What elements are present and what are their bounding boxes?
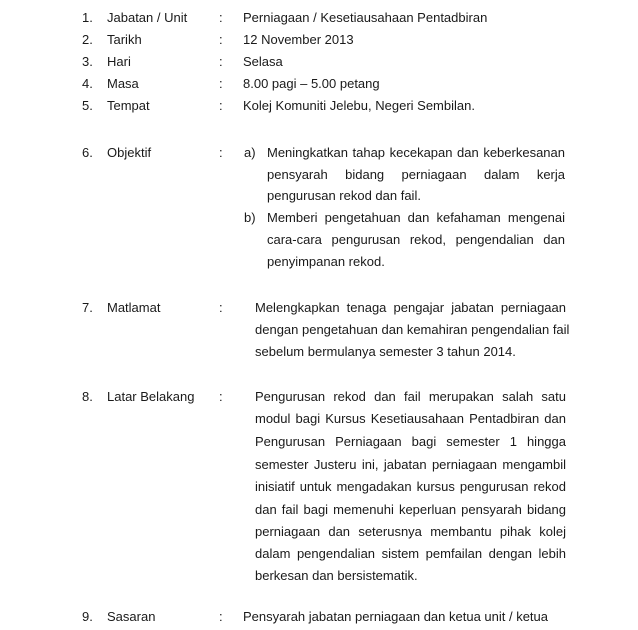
- latar-line: inisiatif untuk mengadakan kursus pengurusan rekod: [255, 479, 566, 494]
- item-value: Pensyarah jabatan perniagaan dan ketua unit / ketua: [243, 609, 549, 624]
- matlamat-line: Melengkapkan tenaga pengajar jabatan perniagaan: [255, 300, 566, 315]
- sub-item-marker-a: a): [244, 145, 256, 160]
- item-label: Sasaran: [107, 609, 156, 624]
- item-label: Matlamat: [107, 300, 161, 315]
- objektif-a-line: pensyarah bidang perniagaan dalam kerja: [267, 167, 565, 182]
- item-row-sasaran: [0, 608, 638, 626]
- item-number: 4.: [82, 76, 93, 91]
- item-number: 3.: [82, 54, 93, 69]
- item-number: 6.: [82, 145, 93, 160]
- item-row-tempat: [0, 97, 638, 115]
- item-colon: :: [219, 32, 223, 47]
- item-row-tarikh: [0, 31, 638, 49]
- item-label: Tempat: [107, 98, 150, 113]
- item-colon: :: [219, 145, 223, 160]
- item-colon: :: [219, 76, 223, 91]
- latar-line: modul bagi Kursus Kesetiausahaan Pentadbiran dan: [255, 411, 566, 426]
- item-number: 7.: [82, 300, 93, 315]
- item-colon: :: [219, 389, 223, 404]
- item-value: 12 November 2013: [243, 32, 354, 47]
- item-colon: :: [219, 609, 223, 624]
- item-row-masa: [0, 75, 638, 93]
- item-label: Objektif: [107, 145, 152, 160]
- latar-line: berkesan dan bersistematik.: [255, 568, 418, 583]
- item-colon: :: [219, 300, 223, 315]
- objektif-b-line: Memberi pengetahuan dan kefahaman mengenai: [267, 210, 565, 225]
- latar-line: dalam pengendalian sistem pemfailan dengan lebih: [255, 546, 566, 561]
- item-row-jabatan: [0, 9, 638, 27]
- item-number: 9.: [82, 609, 93, 624]
- objektif-a-line: Meningkatkan tahap kecekapan dan keberkesanan: [267, 145, 565, 160]
- latar-line: semester Justeru ini, jabatan perniagaan mengambil: [255, 457, 566, 472]
- item-label: Tarikh: [107, 32, 142, 47]
- latar-line: dan fail bagi memenuhi keperluan pensyarah bidang: [255, 502, 566, 517]
- item-colon: :: [219, 98, 223, 113]
- latar-line: perniagaan dan seterusnya membantu pihak kolej: [255, 524, 566, 539]
- item-label: Jabatan / Unit: [107, 10, 188, 25]
- objektif-a-line: pengurusan rekod dan fail.: [267, 188, 421, 203]
- item-colon: :: [219, 10, 223, 25]
- matlamat-line: sebelum bermulanya semester 3 tahun 2014.: [255, 344, 516, 359]
- item-row-hari: [0, 53, 638, 71]
- item-value: Perniagaan / Kesetiausahaan Pentadbiran: [243, 10, 488, 25]
- item-number: 1.: [82, 10, 93, 25]
- item-value: 8.00 pagi – 5.00 petang: [243, 76, 380, 91]
- item-label: Latar Belakang: [107, 389, 195, 404]
- item-number: 2.: [82, 32, 93, 47]
- item-value: Kolej Komuniti Jelebu, Negeri Sembilan.: [243, 98, 475, 113]
- item-label: Hari: [107, 54, 131, 69]
- objektif-b-line: cara-cara pengurusan rekod, pengendalian dan: [267, 232, 565, 247]
- item-number: 8.: [82, 389, 93, 404]
- objektif-b-line: penyimpanan rekod.: [267, 254, 385, 269]
- item-number: 5.: [82, 98, 93, 113]
- item-value: Selasa: [243, 54, 283, 69]
- item-label: Masa: [107, 76, 139, 91]
- latar-line: Pengurusan Perniagaan bagi semester 1 hingga: [255, 434, 566, 449]
- latar-line: Pengurusan rekod dan fail merupakan salah satu: [255, 389, 566, 404]
- sub-item-marker-b: b): [244, 210, 256, 225]
- matlamat-line: dengan pengetahuan dan kemahiran pengendalian fail: [255, 322, 570, 337]
- item-colon: :: [219, 54, 223, 69]
